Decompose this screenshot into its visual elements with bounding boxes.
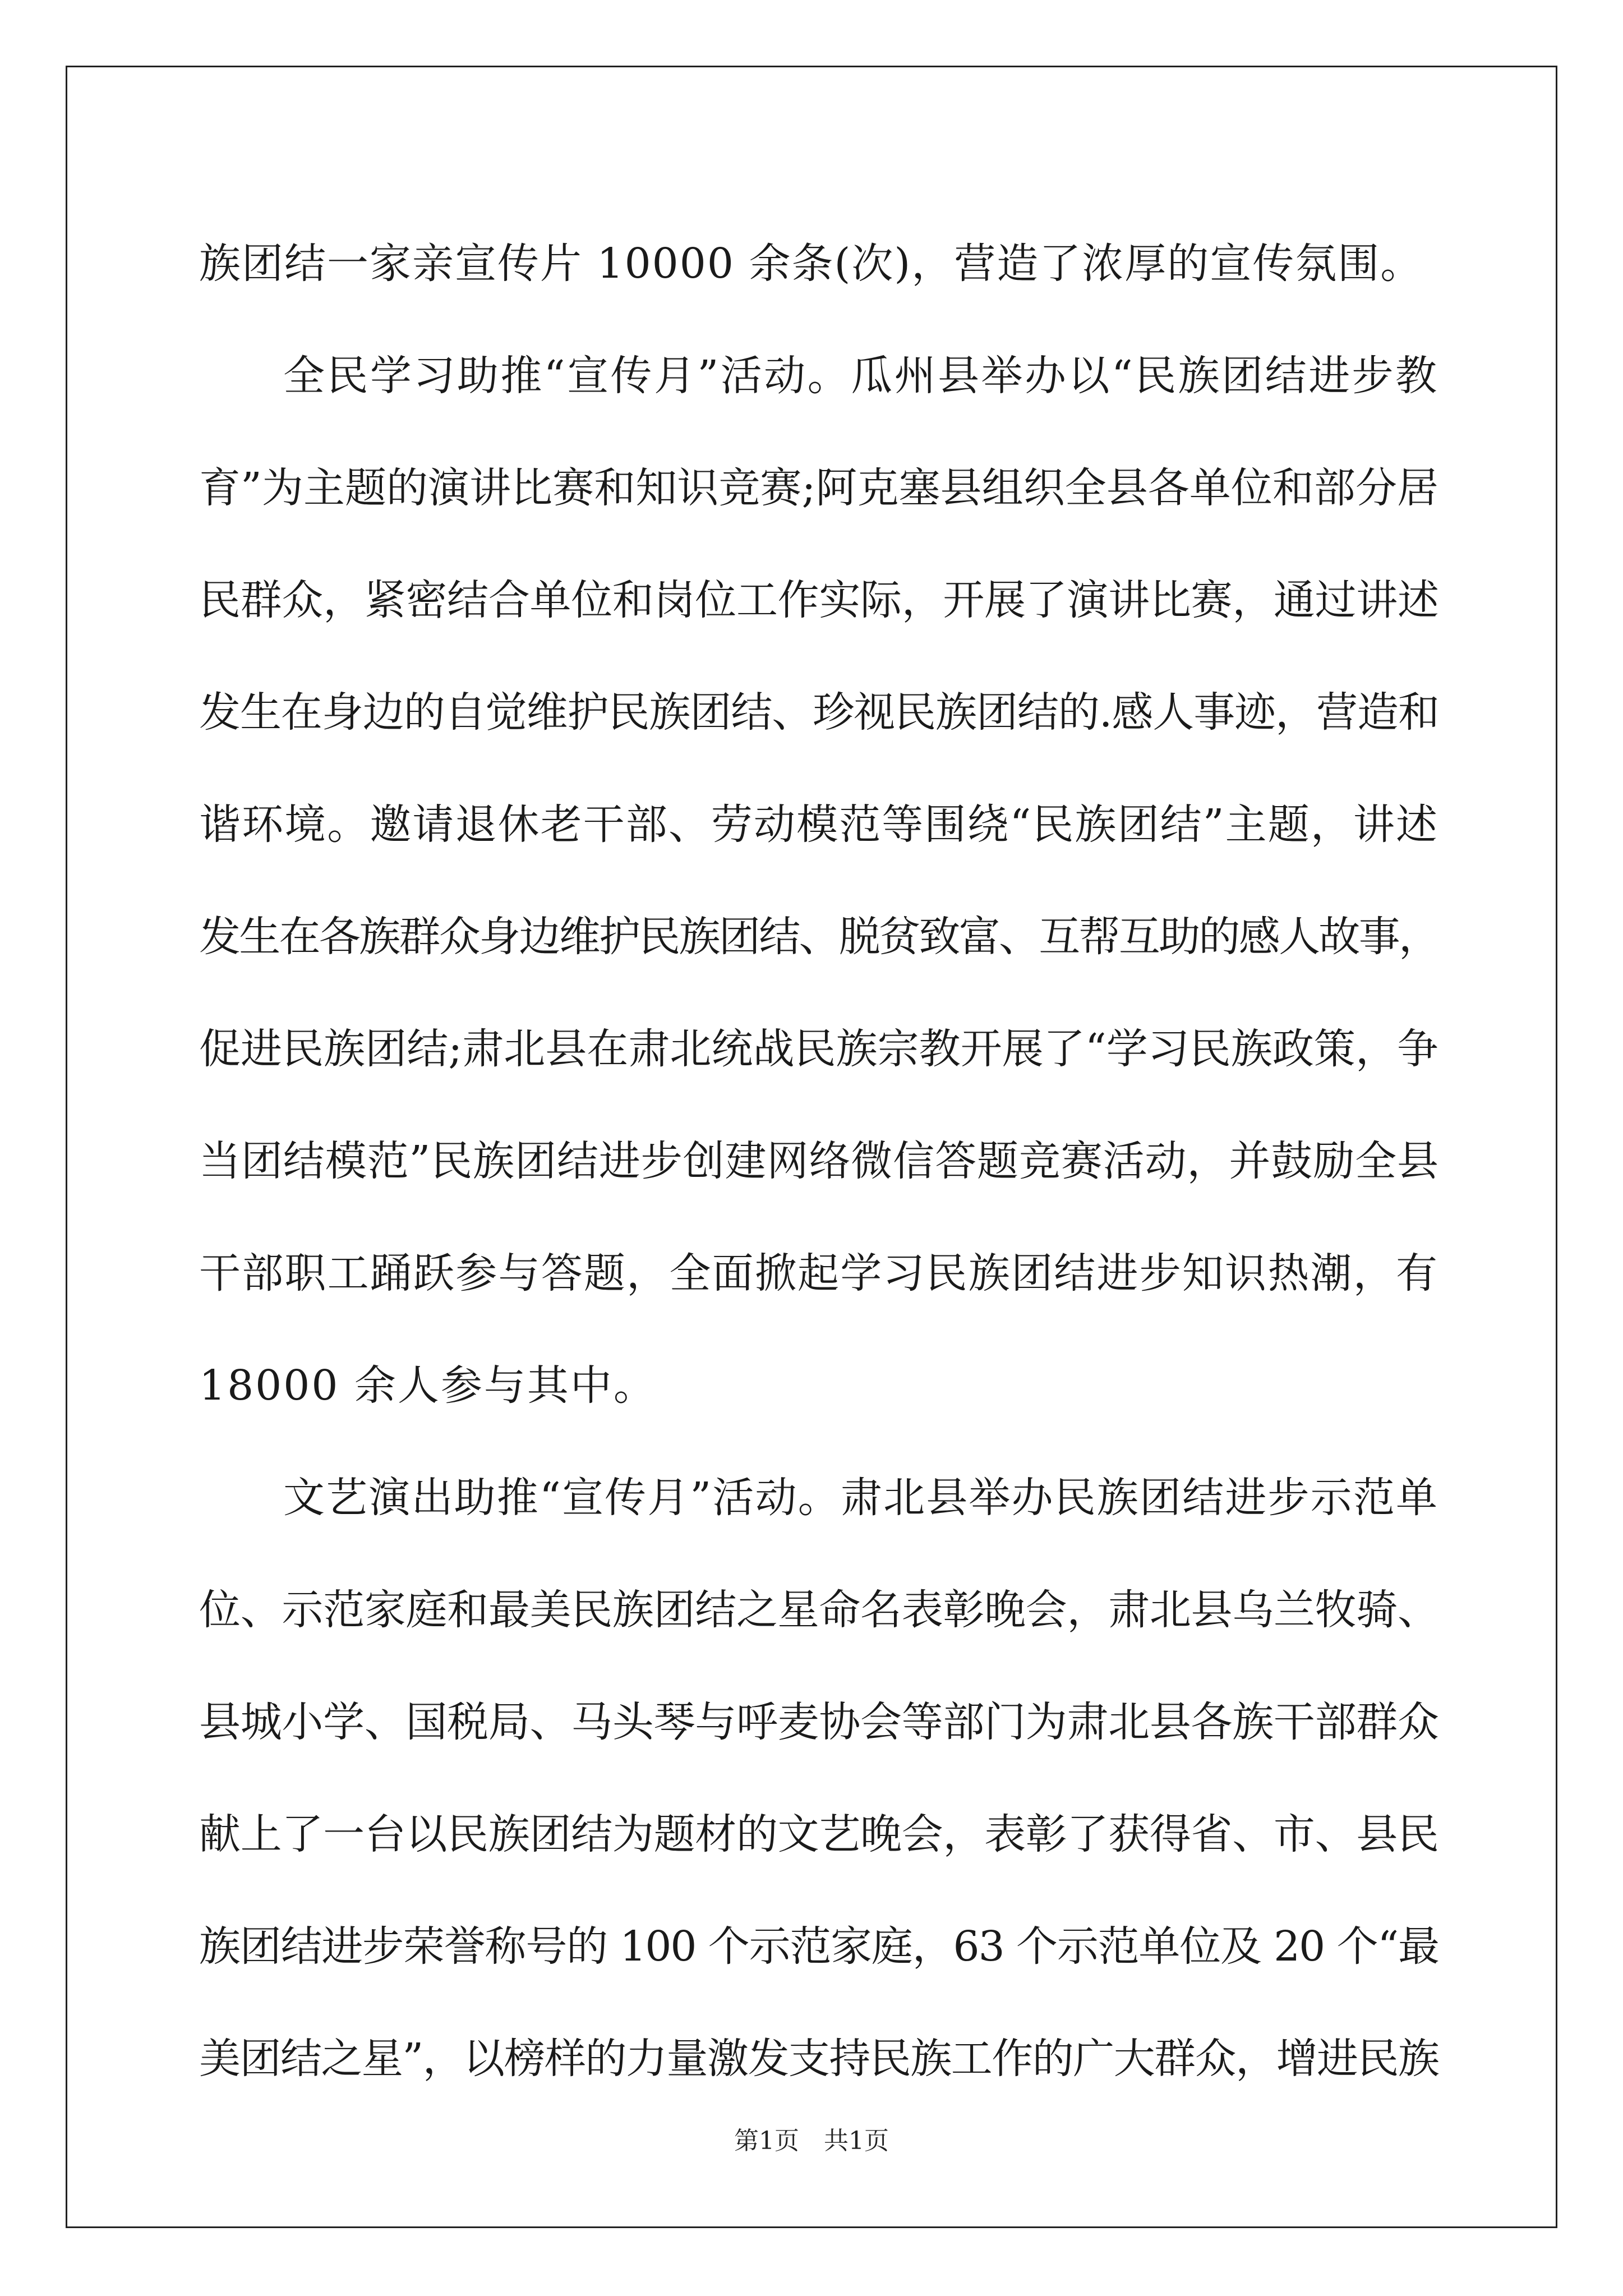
text-line: 干部职工踊跃参与答题，全面掀起学习民族团结进步知识热潮，有 bbox=[199, 1249, 1438, 1297]
body-text bbox=[199, 208, 1438, 2115]
text-line: 18000 余人参与其中。 bbox=[199, 1361, 657, 1410]
text-line: 民群众，紧密结合单位和岗位工作实际，开展了演讲比赛，通过讲述 bbox=[199, 576, 1438, 624]
text-line: 谐环境。邀请退休老干部、劳动模范等围绕“民族团结”主题，讲述 bbox=[199, 800, 1438, 849]
text-line: 美团结之星”，以榜样的力量激发支持民族工作的广大群众，增进民族 bbox=[199, 2035, 1438, 2083]
text-line: 献上了一台以民族团结为题材的文艺晚会，表彰了获得省、市、县民 bbox=[199, 1810, 1438, 1858]
text-line: 族团结一家亲宣传片 10000 余条(次)，营造了浓厚的宣传氛围。 bbox=[199, 240, 1423, 288]
text-line: 育”为主题的演讲比赛和知识竞赛;阿克塞县组织全县各单位和部分居 bbox=[199, 464, 1438, 512]
text-line: 族团结进步荣誉称号的 100 个示范家庭，63 个示范单位及 20 个“最 bbox=[199, 1922, 1438, 1971]
text-line: 发生在身边的自觉维护民族团结、珍视民族团结的.感人事迹，营造和 bbox=[199, 688, 1438, 737]
paragraph-start-line: 全民学习助推“宣传月”活动。瓜州县举办以“民族团结进步教 bbox=[283, 352, 1438, 400]
text-line: 当团结模范”民族团结进步创建网络微信答题竞赛活动，并鼓励全县 bbox=[199, 1137, 1438, 1185]
text-line: 发生在各族群众身边维护民族团结、脱贫致富、互帮互助的感人故事， bbox=[199, 913, 1438, 961]
page-footer: 第1页 共1页 bbox=[734, 2127, 889, 2155]
text-line: 促进民族团结;肃北县在肃北统战民族宗教开展了“学习民族政策，争 bbox=[199, 1025, 1438, 1073]
text-line: 位、示范家庭和最美民族团结之星命名表彰晚会，肃北县乌兰牧骑、 bbox=[199, 1586, 1438, 1634]
paragraph-start-line: 文艺演出助推“宣传月”活动。肃北县举办民族团结进步示范单 bbox=[283, 1474, 1438, 1522]
text-line: 县城小学、国税局、马头琴与呼麦协会等部门为肃北县各族干部群众 bbox=[199, 1698, 1438, 1746]
